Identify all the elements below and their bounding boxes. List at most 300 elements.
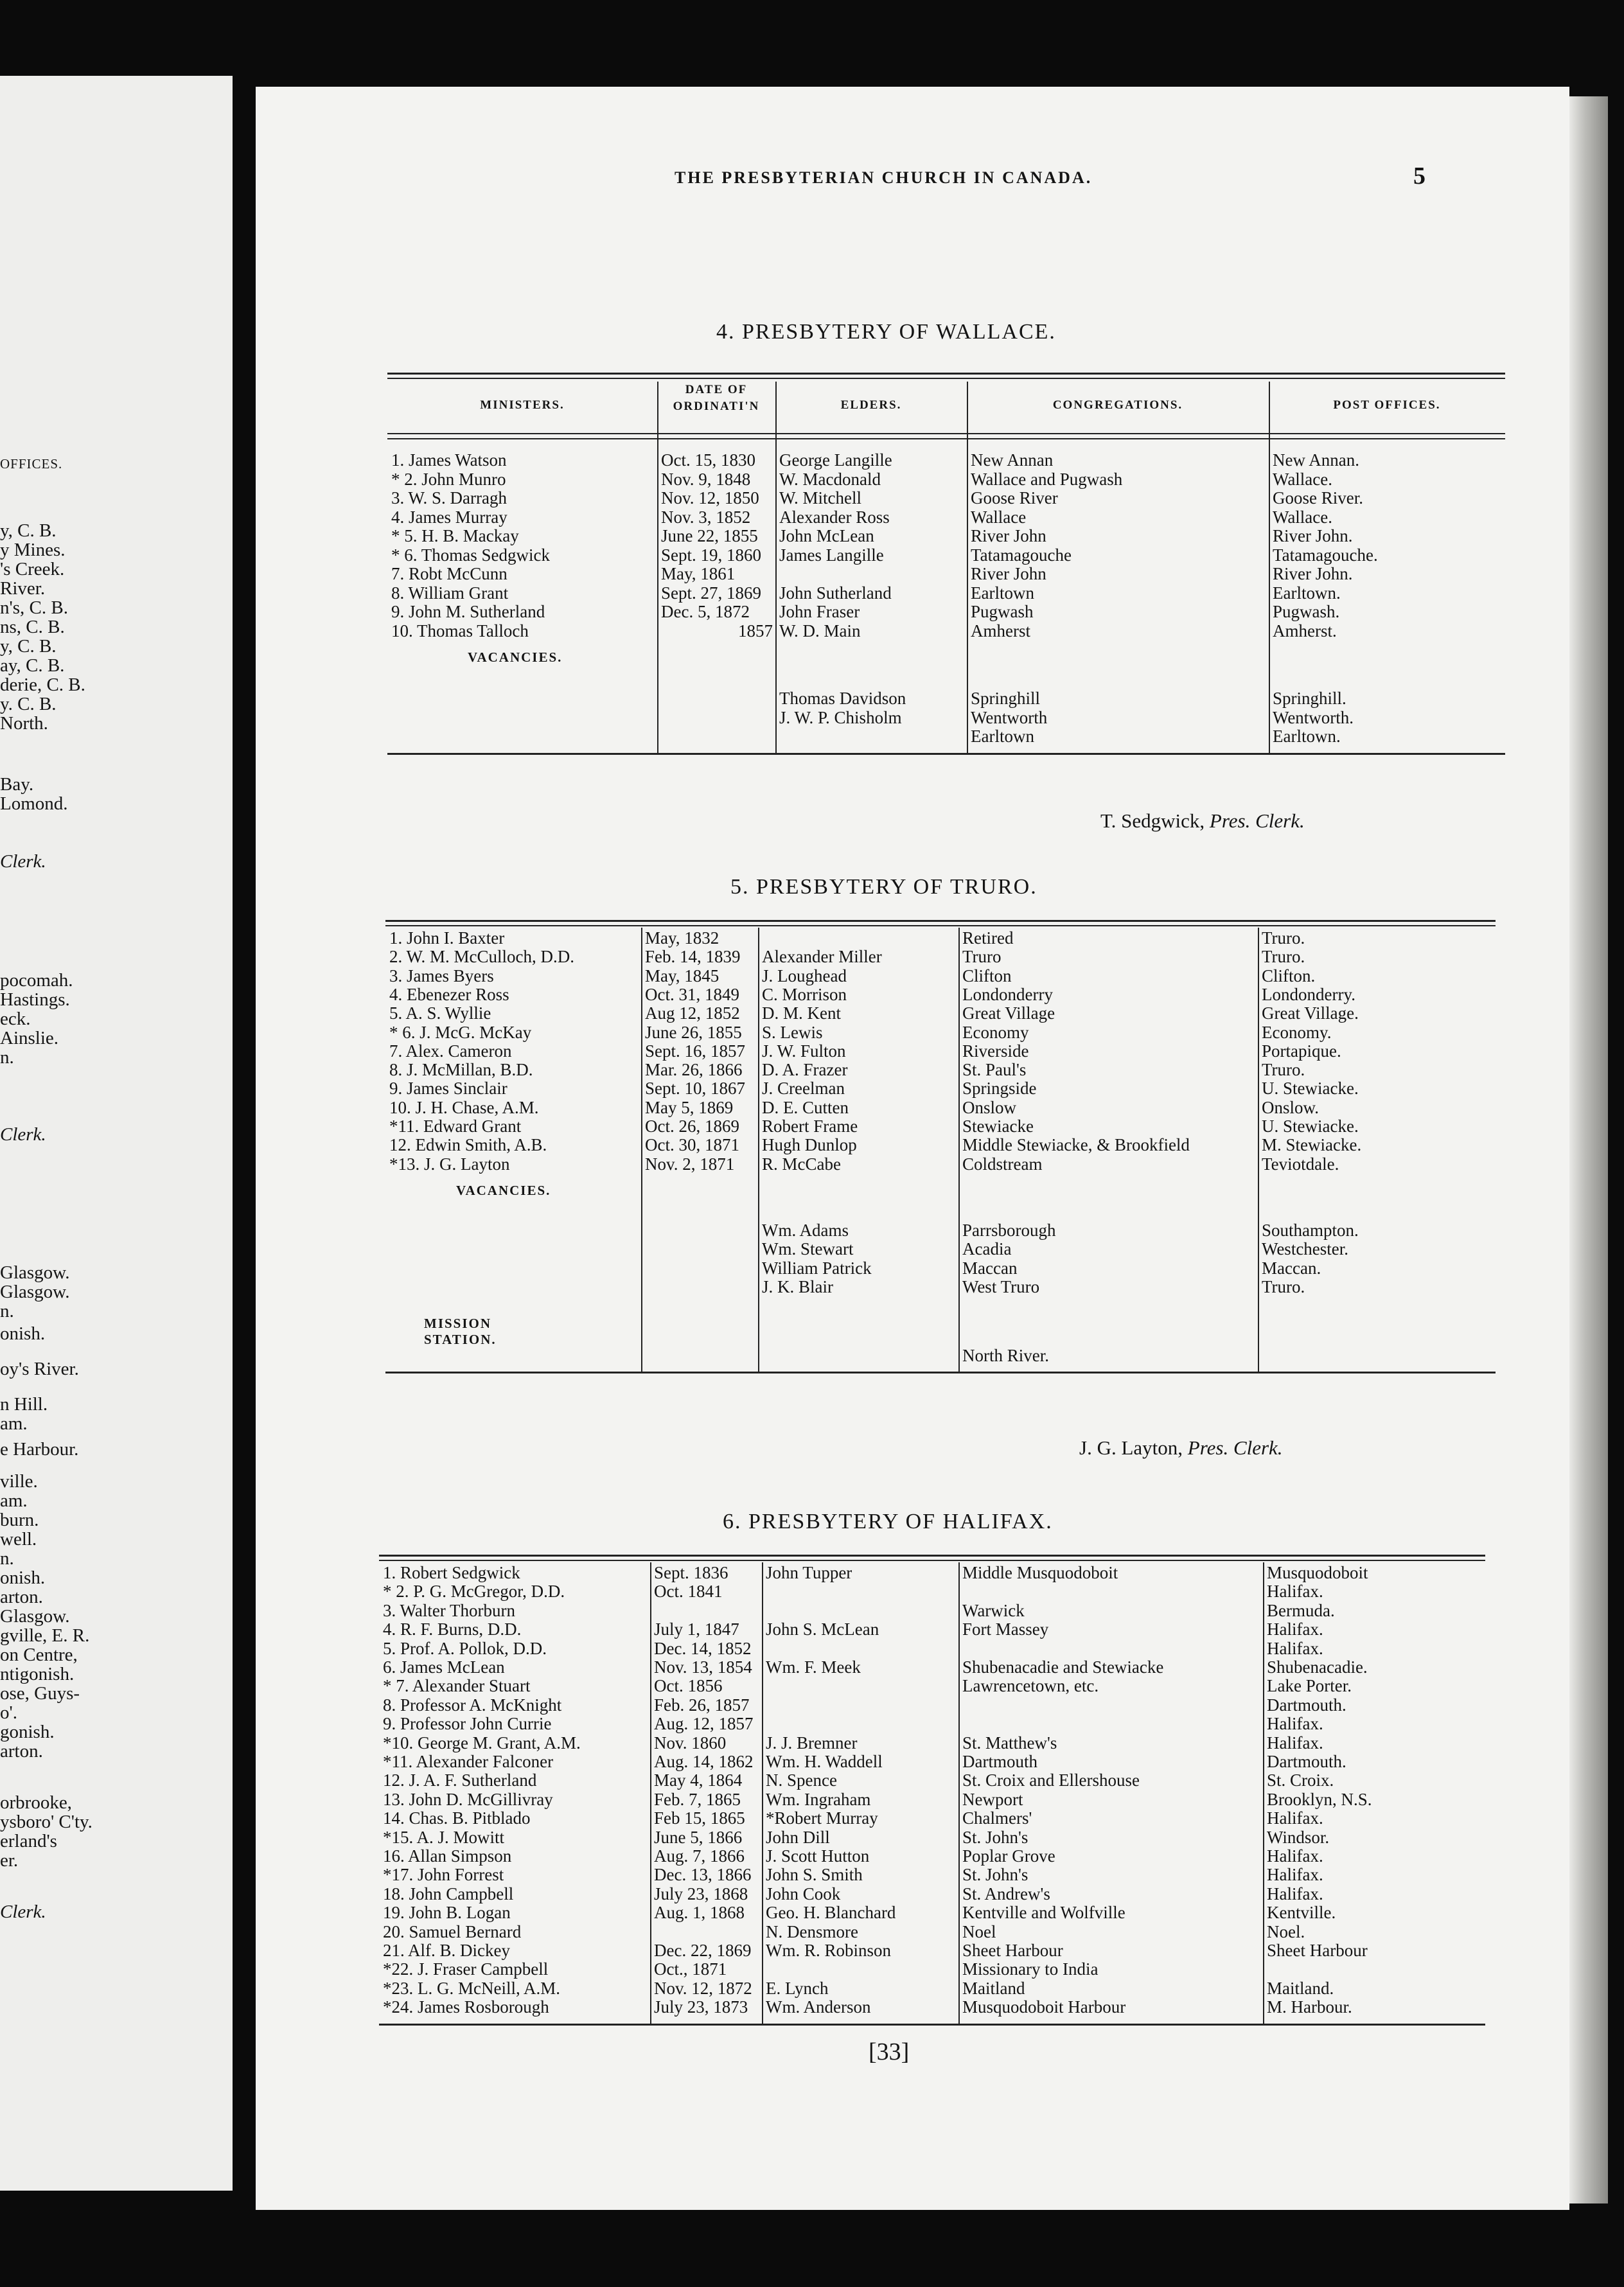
cell-c: West Truro (962, 1277, 1040, 1296)
cell-d: May 4, 1864 (654, 1771, 743, 1790)
cell-p: Pugwash. (1273, 603, 1340, 621)
cell-p: Portapique. (1262, 1041, 1341, 1061)
left-page-line: n Hill. (0, 1394, 48, 1415)
cell-p: Clifton. (1262, 966, 1316, 985)
cell-e: W. Mitchell (779, 489, 861, 508)
cell-e: J. Scott Hutton (766, 1847, 870, 1866)
cell-c: Clifton (962, 966, 1012, 985)
cell-m: * 5. H. B. Mackay (391, 527, 519, 545)
wallace-clerk (1100, 809, 1305, 833)
table-row (385, 1155, 1496, 1174)
cell-m: 21. Alf. B. Dickey (383, 1941, 510, 1960)
cell-e: John McLean (779, 527, 874, 545)
cell-d: Feb. 14, 1839 (645, 948, 741, 967)
column-header-date: DATE OF (685, 383, 748, 396)
running-title: THE PRESBYTERIAN CHURCH IN CANADA. (675, 168, 1093, 187)
left-page-line: 's Creek. (0, 559, 65, 579)
cell-d: July 1, 1847 (654, 1620, 739, 1639)
cell-p: St. Croix. (1267, 1771, 1334, 1790)
cell-m: * 6. Thomas Sedgwick (391, 545, 550, 565)
table-row (379, 1564, 1485, 1582)
table-row (385, 1117, 1496, 1136)
table-row (385, 948, 1496, 966)
cell-p: Westchester. (1262, 1240, 1349, 1259)
left-page-line: am. (0, 1413, 28, 1434)
cell-p: Lake Porter. (1267, 1677, 1352, 1696)
cell-d: Nov. 1860 (654, 1733, 727, 1753)
column-header-post_offices: POST OFFICES. (1333, 398, 1441, 412)
table-row (385, 1347, 1496, 1365)
left-page-line: oy's River. (0, 1359, 79, 1379)
table-row (379, 1903, 1485, 1922)
cell-d: Oct. 15, 1830 (661, 451, 755, 470)
table-row (387, 470, 1505, 489)
cell-d: Mar. 26, 1866 (645, 1061, 743, 1080)
cell-d: Sept. 27, 1869 (661, 583, 762, 603)
column-divider (775, 382, 777, 753)
cell-m: 5. Prof. A. Pollok, D.D. (383, 1639, 547, 1658)
table-row (379, 1941, 1485, 1960)
table-row (379, 1998, 1485, 2017)
cell-p: Amherst. (1273, 621, 1337, 640)
cell-c: Wentworth (971, 708, 1048, 727)
table-row (385, 1259, 1496, 1278)
cell-p: Goose River. (1273, 489, 1363, 508)
cell-e: Alexander Miller (762, 948, 882, 967)
cell-p: Onslow. (1262, 1098, 1320, 1117)
cell-d: Dec. 14, 1852 (654, 1639, 752, 1658)
cell-c: Middle Stewiacke, & Brookfield (962, 1136, 1190, 1155)
left-page-line: River. (0, 578, 46, 599)
cell-p: Maitland. (1267, 1979, 1334, 1998)
cell-m: * 7. Alexander Stuart (383, 1677, 531, 1696)
left-page-line: n. (0, 1301, 14, 1321)
column-header-congregations: CONGREGATIONS. (1052, 398, 1183, 412)
table-row (387, 527, 1505, 545)
cell-d: May 5, 1869 (645, 1098, 734, 1117)
cell-c: Springside (962, 1079, 1037, 1099)
cell-e: John Fraser (779, 603, 860, 621)
cell-d: Feb. 7, 1865 (654, 1790, 741, 1809)
cell-d: Sept. 1836 (654, 1564, 728, 1582)
left-page-line: North. (0, 713, 48, 734)
left-page-line: orbrooke, (0, 1792, 72, 1813)
cell-d: Nov. 13, 1854 (654, 1658, 752, 1677)
table-row (379, 1809, 1485, 1828)
left-page-line: gonish. (0, 1722, 55, 1742)
cell-p: River John. (1273, 527, 1353, 545)
cell-c: Tatamagouche (971, 545, 1072, 565)
header-rule (387, 433, 1505, 434)
column-divider (762, 1562, 763, 2024)
table-bottom-rule (385, 1372, 1496, 1373)
column-divider (958, 1562, 960, 2024)
left-page-line: ysboro' C'ty. (0, 1812, 93, 1832)
cell-e: *Robert Murray (766, 1809, 878, 1828)
table-row (385, 1099, 1496, 1117)
left-page-line: Glasgow. (0, 1262, 70, 1283)
table-row (385, 1061, 1496, 1079)
wallace-clerk-name: T. Sedgwick, (1100, 809, 1205, 832)
cell-e: W. D. Main (779, 621, 861, 640)
cell-d: Sept. 10, 1867 (645, 1079, 746, 1099)
column-divider (958, 928, 960, 1372)
table-bottom-rule (387, 753, 1505, 755)
table-row (385, 1023, 1496, 1042)
cell-c: Chalmers' (962, 1809, 1032, 1828)
cell-e: J. Loughead (762, 966, 847, 985)
cell-e: C. Morrison (762, 985, 847, 1004)
cell-c: Maitland (962, 1979, 1025, 1998)
cell-d: Dec. 13, 1866 (654, 1866, 752, 1885)
cell-m: 4. James Murray (391, 508, 508, 527)
cell-e: George Langille (779, 451, 892, 470)
table-row (387, 508, 1505, 527)
cell-d: June 26, 1855 (645, 1023, 742, 1042)
table-row (379, 1866, 1485, 1884)
cell-d: Feb. 26, 1857 (654, 1695, 750, 1715)
cell-c: Maccan (962, 1258, 1018, 1278)
table-top-rule (387, 378, 1505, 379)
left-page-line: n's, C. B. (0, 597, 68, 618)
cell-m: 12. J. A. F. Sutherland (383, 1771, 537, 1790)
column-divider (657, 382, 658, 753)
left-page-line: n. (0, 1548, 14, 1569)
left-page-line: onish. (0, 1323, 46, 1344)
cell-e: James Langille (779, 545, 884, 565)
table-row (379, 1658, 1485, 1677)
cell-p: Noel. (1267, 1922, 1305, 1941)
cell-m: 1. John I. Baxter (389, 929, 505, 948)
table-row (385, 1042, 1496, 1061)
cell-m: 9. John M. Sutherland (391, 603, 545, 621)
table-row (379, 1771, 1485, 1790)
cell-c: St. Matthew's (962, 1733, 1057, 1753)
cell-m: *11. Edward Grant (389, 1117, 522, 1136)
cell-c: Springhill (971, 689, 1041, 708)
cell-p: Halifax. (1267, 1620, 1323, 1639)
cell-e: Wm. Stewart (762, 1240, 854, 1259)
cell-c: Great Village (962, 1004, 1055, 1023)
cell-d: Sept. 16, 1857 (645, 1041, 746, 1061)
table-row (387, 709, 1505, 727)
cell-d: July 23, 1873 (654, 1998, 748, 2017)
cell-m: 9. Professor John Currie (383, 1715, 552, 1734)
cell-m: *24. James Rosborough (383, 1998, 549, 2017)
left-page-line: on Centre, (0, 1645, 78, 1665)
left-page-line: arton. (0, 1741, 43, 1762)
cell-c: Earltown (971, 583, 1034, 603)
cell-d: Nov. 12, 1872 (654, 1979, 752, 1998)
cell-e: John Tupper (766, 1564, 852, 1582)
table-top-rule (385, 925, 1496, 926)
left-page-line: e Harbour. (0, 1439, 79, 1460)
left-page-line: ose, Guys- (0, 1683, 80, 1704)
cell-p: Wallace. (1273, 508, 1333, 527)
column-divider (641, 928, 642, 1372)
cell-c: St. Paul's (962, 1061, 1027, 1080)
cell-c: St. John's (962, 1866, 1028, 1885)
cell-m: 6. James McLean (383, 1658, 505, 1677)
cell-c: St. Andrew's (962, 1884, 1050, 1903)
left-page-line: eck. (0, 1009, 31, 1029)
cell-p: Halifax. (1267, 1884, 1323, 1903)
cell-p: Dartmouth. (1267, 1753, 1346, 1771)
cell-p: Halifax. (1267, 1809, 1323, 1828)
left-page-line: am. (0, 1490, 28, 1511)
cell-d: Nov. 2, 1871 (645, 1154, 735, 1174)
cell-p: Truro. (1262, 1061, 1305, 1080)
cell-p: Halifax. (1267, 1866, 1323, 1885)
cell-m: *17. John Forrest (383, 1866, 504, 1885)
left-page-line: ntigonish. (0, 1664, 75, 1684)
truro-clerk-name: J. G. Layton, (1079, 1436, 1183, 1459)
left-page-line: Clerk. (0, 1902, 46, 1922)
cell-e: Wm. Adams (762, 1221, 849, 1240)
left-page-line: Glasgow. (0, 1606, 70, 1627)
page-edge-shadow (1569, 96, 1608, 2203)
left-page-line: y, C. B. (0, 636, 57, 657)
signature-mark: [33] (869, 2038, 910, 2065)
cell-c: Economy (962, 1023, 1029, 1042)
cell-c: Goose River (971, 489, 1058, 508)
cell-d: June 5, 1866 (654, 1828, 743, 1847)
left-page-line: OFFICES. (0, 456, 63, 472)
cell-p: Halifax. (1267, 1715, 1323, 1734)
truro-clerk-title: Pres. Clerk. (1187, 1436, 1283, 1459)
cell-p: Halifax. (1267, 1733, 1323, 1753)
cell-m: 20. Samuel Bernard (383, 1922, 522, 1941)
left-page-line: Lomond. (0, 793, 68, 814)
cell-e: John S. McLean (766, 1620, 879, 1639)
cell-c: Kentville and Wolfville (962, 1903, 1125, 1923)
column-divider (1269, 382, 1270, 753)
cell-e: Wm. R. Robinson (766, 1941, 892, 1960)
cell-p: Tatamagouche. (1273, 545, 1378, 565)
cell-d: Nov. 9, 1848 (661, 470, 751, 489)
cell-d: May, 1832 (645, 929, 719, 948)
cell-p: Windsor. (1267, 1828, 1330, 1847)
table-row (379, 1696, 1485, 1715)
cell-m: *23. L. G. McNeill, A.M. (383, 1979, 560, 1998)
cell-c: Stewiacke (962, 1117, 1034, 1136)
cell-p: Truro. (1262, 929, 1305, 948)
cell-p: M. Stewiacke. (1262, 1136, 1362, 1155)
cell-m: 10. Thomas Talloch (391, 621, 529, 640)
cell-e: W. Macdonald (779, 470, 881, 489)
mission-station-label: MISSION STATION. (424, 1316, 497, 1348)
table-row (387, 689, 1505, 708)
cell-c: Wallace (971, 508, 1027, 527)
cell-e: D. A. Frazer (762, 1061, 848, 1080)
table-row (385, 1136, 1496, 1154)
cell-c: Noel (962, 1922, 996, 1941)
cell-e: J. W. Fulton (762, 1041, 846, 1061)
cell-c: Acadia (962, 1240, 1012, 1259)
cell-m: 18. John Campbell (383, 1884, 514, 1903)
table-row (387, 489, 1505, 508)
left-page-line: derie, C. B. (0, 675, 85, 695)
cell-p: Great Village. (1262, 1004, 1359, 1023)
cell-m: 2. W. M. McCulloch, D.D. (389, 948, 575, 967)
column-divider (1258, 928, 1259, 1372)
table-bottom-rule (379, 2024, 1485, 2026)
left-page-line: pocomah. (0, 970, 73, 991)
column-header-elders: ELDERS. (840, 398, 902, 412)
cell-e: John S. Smith (766, 1866, 863, 1885)
cell-c: Coldstream (962, 1154, 1043, 1174)
cell-e: J. K. Blair (762, 1277, 833, 1296)
table-top-rule (385, 920, 1496, 922)
cell-c: River John (971, 565, 1046, 583)
cell-c: Truro (962, 948, 1002, 967)
cell-p: Earltown. (1273, 583, 1341, 603)
cell-p: U. Stewiacke. (1262, 1079, 1359, 1099)
cell-e: J. Creelman (762, 1079, 845, 1099)
cell-d: Oct., 1871 (654, 1960, 727, 1979)
cell-e: John Dill (766, 1828, 830, 1847)
cell-d: May, 1845 (645, 966, 719, 985)
left-page-line: well. (0, 1529, 37, 1550)
cell-e: J. W. P. Chisholm (779, 708, 902, 727)
cell-p: Southampton. (1262, 1221, 1359, 1240)
cell-m: 19. John B. Logan (383, 1903, 511, 1923)
cell-e: E. Lynch (766, 1979, 829, 1998)
cell-e: Wm. Anderson (766, 1998, 871, 2017)
cell-p: Springhill. (1273, 689, 1346, 708)
cell-e: D. M. Kent (762, 1004, 841, 1023)
left-page-line: burn. (0, 1510, 39, 1530)
cell-m: 3. James Byers (389, 966, 494, 985)
table-row (387, 727, 1505, 746)
cell-d: Aug. 12, 1857 (654, 1715, 754, 1734)
cell-e: N. Densmore (766, 1922, 858, 1941)
cell-d: July 23, 1868 (654, 1884, 748, 1903)
cell-p: Truro. (1262, 948, 1305, 967)
table-row (379, 1602, 1485, 1620)
left-page-line: Ainslie. (0, 1028, 59, 1048)
wallace-clerk-title: Pres. Clerk. (1209, 809, 1305, 832)
cell-c: Londonderry (962, 985, 1053, 1004)
table-row (387, 603, 1505, 621)
cell-m: 10. J. H. Chase, A.M. (389, 1098, 539, 1117)
cell-c: St. John's (962, 1828, 1028, 1847)
cell-d: Nov. 3, 1852 (661, 508, 751, 527)
cell-c: Earltown (971, 727, 1034, 746)
left-page-line: y Mines. (0, 540, 66, 560)
cell-m: * 2. John Munro (391, 470, 506, 489)
wallace-title: 4. PRESBYTERY OF WALLACE. (716, 320, 1056, 344)
table-top-rule (379, 1560, 1485, 1561)
left-facing-page (0, 76, 233, 2191)
cell-c: Sheet Harbour (962, 1941, 1063, 1960)
left-page-line: arton. (0, 1587, 43, 1607)
cell-e: Hugh Dunlop (762, 1136, 857, 1155)
cell-p: Sheet Harbour (1267, 1941, 1368, 1960)
table-row (379, 1620, 1485, 1639)
cell-e: R. McCabe (762, 1154, 841, 1174)
cell-p: M. Harbour. (1267, 1998, 1352, 2017)
cell-c: Fort Massey (962, 1620, 1049, 1639)
cell-d: June 22, 1855 (661, 527, 758, 545)
left-page-line: Clerk. (0, 1124, 46, 1145)
left-page-line: y, C. B. (0, 520, 57, 541)
left-page-line: ns, C. B. (0, 617, 65, 637)
cell-e: William Patrick (762, 1258, 872, 1278)
cell-p: Dartmouth. (1267, 1695, 1346, 1715)
cell-p: U. Stewiacke. (1262, 1117, 1359, 1136)
column-divider (758, 928, 759, 1372)
cell-p: New Annan. (1273, 451, 1359, 470)
cell-d: Oct. 26, 1869 (645, 1117, 739, 1136)
left-page-line: Glasgow. (0, 1282, 70, 1302)
cell-m: 4. Ebenezer Ross (389, 985, 509, 1004)
cell-c: North River. (962, 1347, 1049, 1366)
left-page-line: y. C. B. (0, 694, 57, 714)
header-rule (387, 438, 1505, 439)
table-row (379, 1960, 1485, 1979)
cell-p: Teviotdale. (1262, 1154, 1339, 1174)
table-row (385, 1004, 1496, 1023)
halifax-title: 6. PRESBYTERY OF HALIFAX. (723, 1510, 1053, 1533)
cell-p: Musquodoboit (1267, 1564, 1368, 1582)
column-header-ministers: MINISTERS. (480, 398, 565, 412)
table-row (385, 1240, 1496, 1258)
left-page-line: Hastings. (0, 989, 70, 1010)
cell-d: Dec. 5, 1872 (661, 603, 750, 621)
cell-m: *22. J. Fraser Campbell (383, 1960, 549, 1979)
cell-e: Thomas Davidson (779, 689, 906, 708)
cell-p: Truro. (1262, 1277, 1305, 1296)
cell-m: 1. Robert Sedgwick (383, 1564, 520, 1582)
left-page-line: gville, E. R. (0, 1625, 90, 1646)
table-row (385, 1221, 1496, 1240)
cell-c: Middle Musquodoboit (962, 1564, 1118, 1582)
table-row (385, 967, 1496, 985)
cell-m: *13. J. G. Layton (389, 1154, 510, 1174)
table-row (387, 565, 1505, 583)
cell-e: John Sutherland (779, 583, 892, 603)
cell-c: Pugwash (971, 603, 1034, 621)
cell-d: Feb 15, 1865 (654, 1809, 745, 1828)
table-row (387, 584, 1505, 603)
cell-c: Dartmouth (962, 1753, 1037, 1771)
table-row (379, 1582, 1485, 1601)
cell-p: Londonderry. (1262, 985, 1355, 1004)
table-row (379, 1979, 1485, 1998)
cell-c: Shubenacadie and Stewiacke (962, 1658, 1164, 1677)
cell-m: 8. Professor A. McKnight (383, 1695, 562, 1715)
cell-c: Wallace and Pugwash (971, 470, 1123, 489)
cell-m: 1. James Watson (391, 451, 507, 470)
cell-p: Brooklyn, N.S. (1267, 1790, 1372, 1809)
table-row (387, 622, 1505, 640)
cell-m: 9. James Sinclair (389, 1079, 508, 1099)
cell-e: John Cook (766, 1884, 841, 1903)
cell-m: *11. Alexander Falconer (383, 1753, 554, 1771)
cell-e: Wm. F. Meek (766, 1658, 861, 1677)
table-row (379, 1847, 1485, 1866)
cell-p: Bermuda. (1267, 1601, 1335, 1620)
cell-p: Halifax. (1267, 1639, 1323, 1658)
vacancies-label: VACANCIES. (468, 649, 563, 665)
table-row (385, 929, 1496, 948)
cell-c: Musquodoboit Harbour (962, 1998, 1126, 2017)
left-page-line: o'. (0, 1702, 17, 1723)
left-page-line: Bay. (0, 774, 34, 795)
table-row (379, 1790, 1485, 1809)
table-row (379, 1715, 1485, 1733)
